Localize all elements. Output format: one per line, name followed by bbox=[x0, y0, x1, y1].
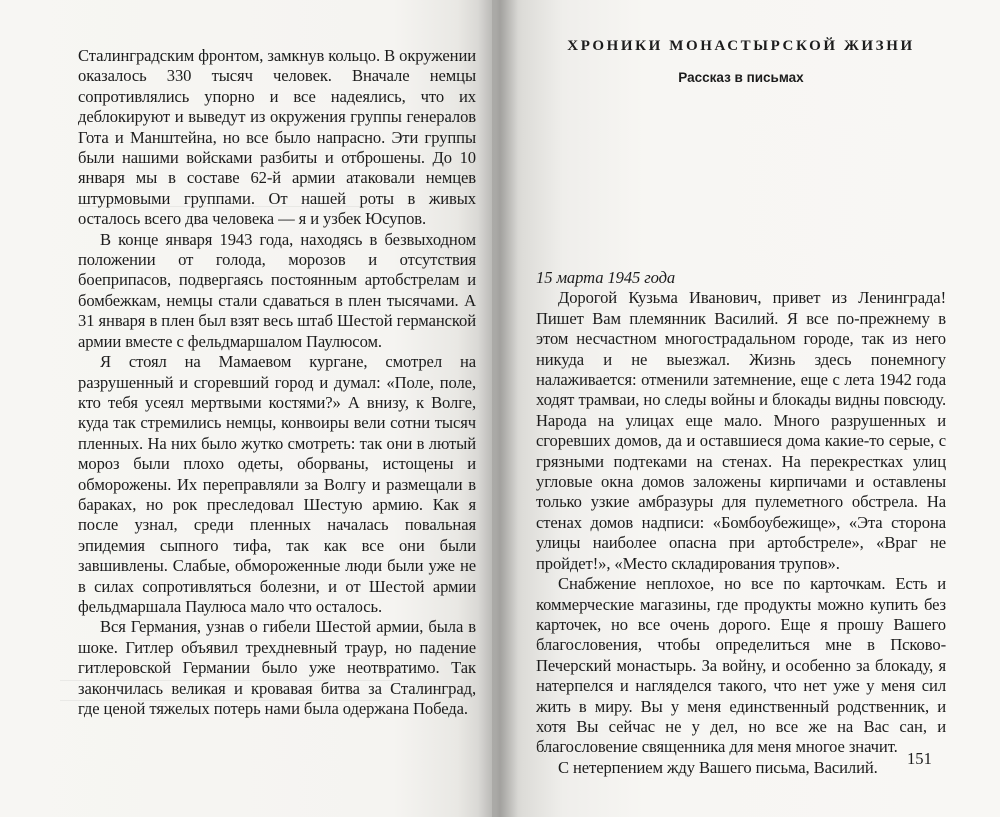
letter-date: 15 марта 1945 года bbox=[536, 268, 676, 287]
right-paragraph-3: С нетерпением жду Вашего письма, Василий. bbox=[558, 757, 878, 777]
right-paragraph-2: Снабжение неплохое, но все по карточкам. Есть и коммерческие магазины, где продукты можно купить без карточек, но все очень дорого. Еще я прошу Вашего благословения, чтобы определиться мне в Псково-Печерский монастырь. За войну, и особенно за блокаду, я натерпелся и нагляделся такого, что нет уже у меня сил жить в миру. Вы у меня единственный родственник, и хотя Вы сейчас не у дел, но все же на Вас сан, и благословение священника для меня многое значит. bbox=[536, 574, 946, 757]
section-subtitle: Рассказ в письмах bbox=[678, 70, 804, 85]
left-paragraph-2: В конце января 1943 года, находясь в безвыходном положении от голода, морозов и отсутствия боеприпасов, подвергаясь постоянным артобстрелам и бомбежкам, немцы стали сдаваться в плен тысячами. А 31 января в плен был взят весь штаб Шестой германской армии вместе с фельдмаршалом Паулюсом. bbox=[78, 229, 476, 351]
right-page bbox=[492, 0, 1000, 817]
left-page bbox=[0, 0, 492, 817]
right-page-text bbox=[536, 268, 946, 778]
right-paragraph-1: Дорогой Кузьма Иванович, привет из Ленинграда! Пишет Вам племянник Василий. Я все по-прежнему в этом несчастном многострадальном городе, так из него никуда и не выезжал. Жизнь здесь понемногу налаживается: отменили затемнение, еще с лета 1942 года ходят трамваи, но следы войны и блокады видны повсюду. Народа на улицах еще мало. Много разрушенных и сгоревших домов, да и оставшиеся дома какие-то серые, с грязными подтеками на стенах. На перекрестках улиц угловые окна домов заложены кирпичами и оставлены только узкие амбразуры для пулеметного обстрела. На стенах домов надписи: «Бомбоубежище», «Эта сторона улицы наиболее опасна при артобстреле», «Враг не пройдет!», «Место складирования трупов». bbox=[536, 288, 946, 573]
left-paragraph-1: Сталинградским фронтом, замкнув кольцо. В окружении оказалось 330 тысяч человек. Вначале немцы сопротивлялись упорно и все надеялись, что их деблокируют и выведут из окружения группы генералов Гота и Манштейна, но все было напрасно. Эти группы были нашими войсками разбиты и отброшены. До 10 января мы в составе 62-й армии атаковали немцев штурмовыми группами. От нашей роты в живых осталось всего два человека — я и узбек Юсупов. bbox=[78, 46, 476, 229]
section-title: ХРОНИКИ МОНАСТЫРСКОЙ ЖИЗНИ bbox=[567, 38, 915, 54]
left-page-text bbox=[78, 46, 476, 719]
page-number: 151 bbox=[907, 749, 932, 768]
left-paragraph-3: Я стоял на Мамаевом кургане, смотрел на разрушенный и сгоревший город и думал: «Поле, поле, кто тебя усеял мертвыми костями?» А внизу, к Волге, куда так стремились немцы, конвоиры вели сотни тысяч пленных. На них было жутко смотреть: так они в лютый мороз были плохо одеты, оборваны, истощены и обморожены. Их переправляли за Волгу и размещали в бараках, но рок преследовал Шестую армию. Как я после узнал, среди пленных началась повальная эпидемия сыпного тифа, так как все они были завшивлены. Слабые, обмороженные люди были уже не в силах сопротивляться болезни, и от Шестой армии фельдмаршала Паулюса мало что осталось. bbox=[78, 352, 476, 616]
left-paragraph-4: Вся Германия, узнав о гибели Шестой армии, была в шоке. Гитлер объявил трехдневный траур, но падение гитлеровской Германии было уже неотвратимо. Так закончилась великая и кровавая битва за Сталинград, где ценой тяжелых потерь нами была одержана Победа. bbox=[78, 617, 476, 718]
